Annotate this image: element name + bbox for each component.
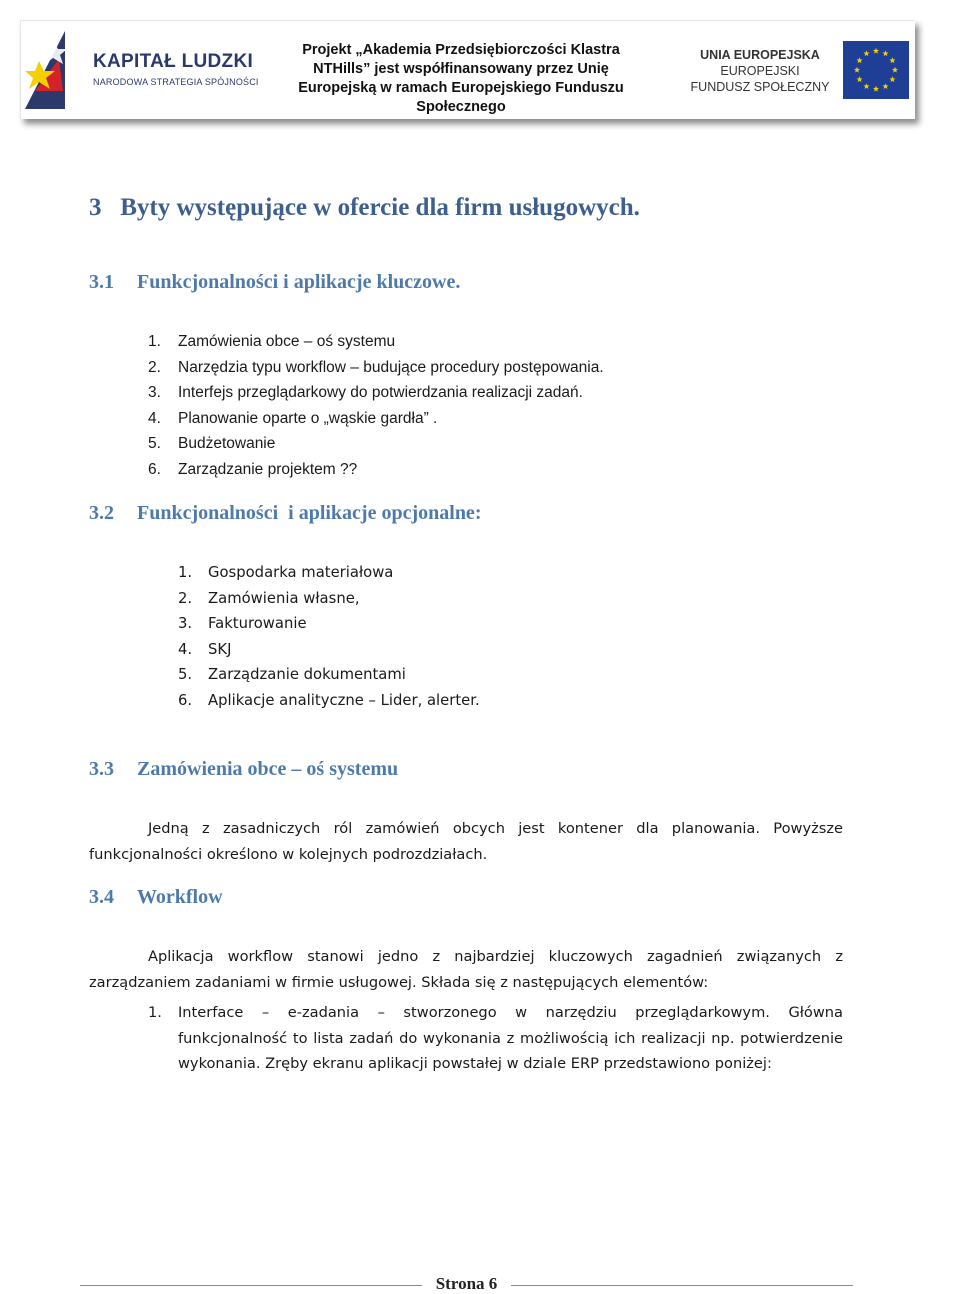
kapital-ludzki-name: KAPITAŁ LUDZKI — [93, 51, 254, 72]
footer-rule-left — [80, 1285, 422, 1286]
eu-fund-label — [681, 47, 839, 95]
subsection-title: Zamówienia obce – oś systemu — [137, 758, 399, 780]
subsection-number: 3.4 — [89, 886, 114, 908]
project-statement — [271, 41, 651, 117]
subsection-title: Funkcjonalności i aplikacje kluczowe. — [137, 271, 461, 293]
subsection-number: 3.2 — [89, 502, 114, 524]
subsection-heading-3-1 — [89, 271, 460, 294]
section-heading — [89, 194, 640, 222]
eu-line-2: EUROPEJSKI — [720, 64, 800, 78]
footer-rule-right — [511, 1285, 853, 1286]
subsection-heading-3-2 — [89, 502, 481, 525]
eu-line-3: FUNDUSZ SPOŁECZNY — [690, 80, 830, 94]
section-number: 3 — [89, 194, 102, 221]
header-banner — [20, 20, 915, 119]
workflow-list-item — [148, 1000, 843, 1077]
item-text: Interface – e-zadania – stworzonego w narzędziu przeglądarkowym. Główna funkcjonalność to lista zadań do wykonania z możliwością ich realizacji np. potwierdzenie wykonania. Zręby ekranu aplikacji powstałej w dziale ERP przedstawiono poniżej: — [178, 1004, 843, 1073]
page-number: Strona 6 — [435, 1274, 498, 1293]
subsection-heading-3-4 — [89, 886, 223, 909]
subsection-title: Funkcjonalności i aplikacje opcjonalne: — [137, 502, 482, 524]
project-line: Projekt „Akademia Przedsiębiorczości Klastra — [302, 42, 620, 58]
kapital-ludzki-logo-icon — [25, 31, 83, 111]
eu-flag-icon — [843, 41, 909, 99]
subsection-heading-3-3 — [89, 758, 398, 781]
section-title: Byty występujące w ofercie dla firm usługowych. — [120, 194, 640, 221]
project-line: Europejską w ramach Europejskiego Funduszu — [298, 80, 624, 96]
project-line: Społecznego — [416, 99, 506, 115]
item-number: 1. — [148, 1004, 162, 1021]
section-3-3-paragraph: Jedną z zasadniczych ról zamówień obcych jest kontener dla planowania. Powyższe funkcjonalności określono w kolejnych podrozdziałach. — [89, 820, 843, 863]
project-line: NTHills” jest współfinansowany przez Unię — [313, 61, 609, 77]
subsection-title: Workflow — [137, 886, 223, 908]
subsection-number: 3.1 — [89, 271, 114, 293]
section-3-4-paragraph: Aplikacja workflow stanowi jedno z najbardziej kluczowych zagadnień związanych z zarządzaniem zadaniami w firmie usługowej. Składa się z następujących elementów: — [89, 948, 843, 991]
subsection-number: 3.3 — [89, 758, 114, 780]
kapital-ludzki-subtitle: NARODOWA STRATEGIA SPÓJNOŚCI — [93, 77, 259, 87]
eu-line-1: UNIA EUROPEJSKA — [700, 48, 820, 62]
